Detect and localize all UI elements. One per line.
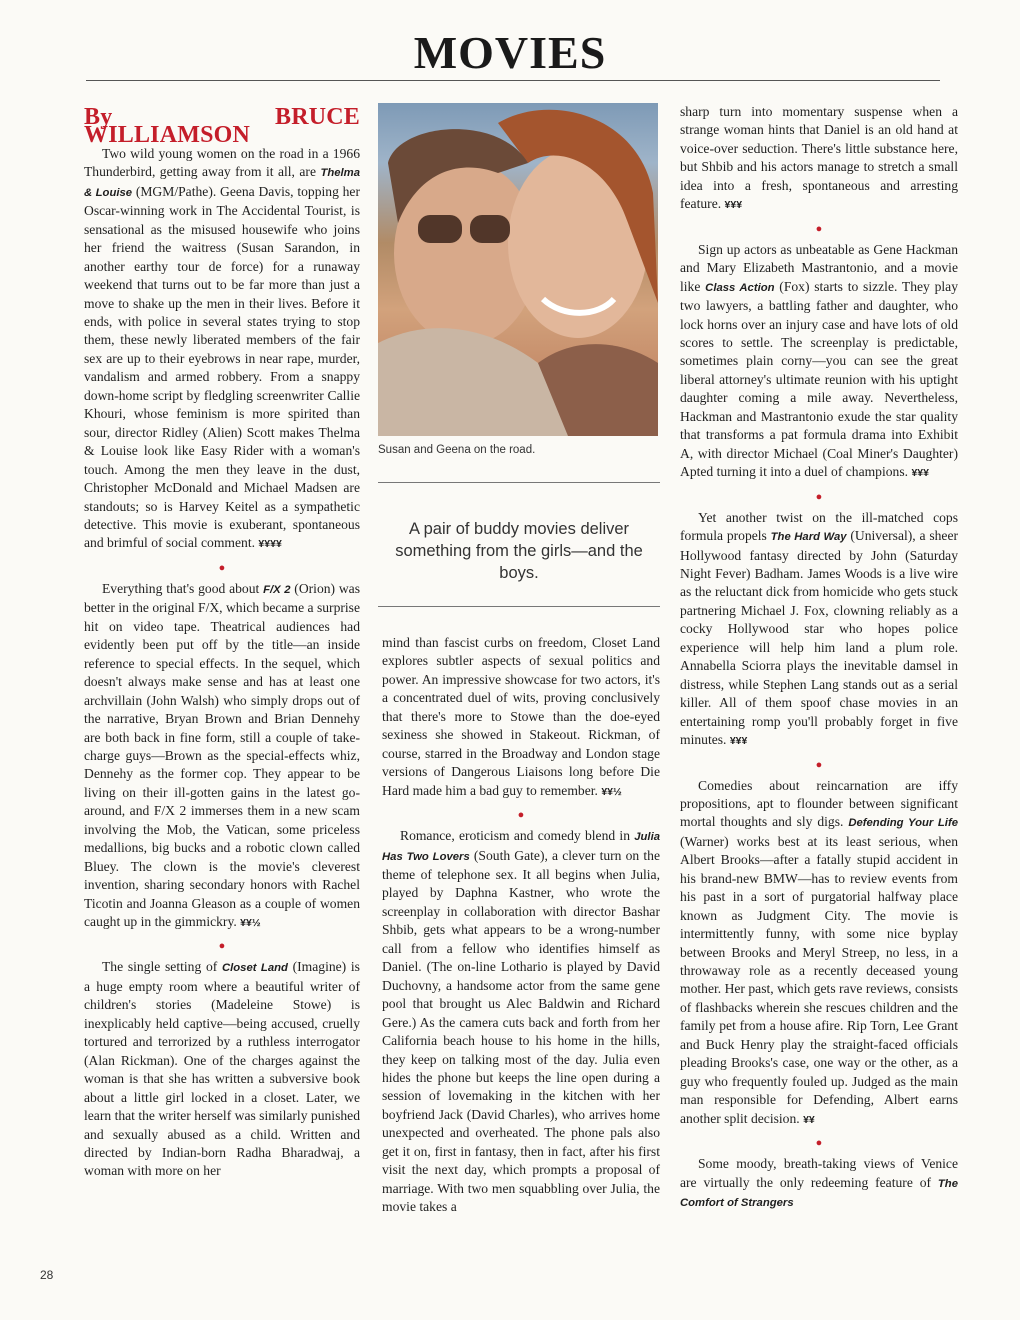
film-title: Closet Land — [221, 962, 288, 975]
review-closet-land: The single setting of Closet Land (Imagine) is a huge empty room where a beautiful writer of children's stories (Madeleine Stowe) is inexplicably held captive—being accused, cruelly tortured and terrorized by a ruthless interrogator (Alan Rickman). One of the charges against the woman is that she has written a subversive book about a little girl locked in a closet. Later, we learn that the writer herself was similarly punished and sexually abused as a child. Written and directed by Indian-born Radha Bharadwaj, a woman with more on her — [84, 959, 360, 1179]
photo-caption: Susan and Geena on the road. — [378, 444, 536, 456]
column-2 — [382, 634, 660, 1217]
film-title: Defending Your Life — [848, 817, 958, 830]
rating: ¥¥¥ — [911, 467, 929, 480]
review-defending-your-life: Comedies about reincarnation are iffy propositions, apt to flounder between significant mortal thoughts and sly digs. Defending Your Life (Warner) works best at its least serious, when Albert Brooks—after a fatally stupid accident in his brand-new BMW—has to review events from his past in a sort of purgatorial halfway place known as Judgment City. The movie is intermittently funny, with some nice byplay between Brooks and Meryl Streep, no less, in a throwaway role as a recently deceased young mother. Her past, which gets rave reviews, consists of flashbacks wherein she rescues children and the family pet from a house afire. Rip Torn, Lee Grant and Buck Henry play the straight-faced officials pleading Brooks's case, one way or the other, as a guy who frequently fouled up. Judged as the main man responsible for Defending, Albert earns another split decision. ¥¥ — [680, 777, 958, 1126]
photo-illustration — [378, 103, 658, 436]
section-title: MOVIES — [413, 27, 607, 78]
movie-still-photo — [378, 103, 658, 436]
rating: ¥¥¥ — [724, 199, 743, 212]
rating: ¥¥½ — [240, 917, 261, 930]
review-julia-has-two-lovers: Romance, eroticism and comedy blend in Julia Has Two Lovers (South Gate), a clever turn on the theme of telephone sex. It all begins when Julia, played by Daphna Kastner, who wrote the screenplay in collaboration with director Bashar Shbib, gets what appears to be a wrong-number call from a fellow who identifies himself as Daniel. (The on-line Lothario is played by David Duchovny, a handsome actor from the same gene pool that brought us Alec Baldwin and Richard Gere.) As the camera cuts back and forth from her California beach house to his home in the hills, they keep on talking most of the day. Julia even hides the phone but keeps the line open during a session of lovemaking in the kitchen with her boyfriend Jack (David Charles), who arrives home unexpected and overheated. The phone pals also get it on, first in fantasy, then in fact, after his first visit the next day, which prompts a proposal of marriage. With two men squabbling over Julia, the movie takes a — [382, 828, 660, 1215]
separator-dot: ● — [815, 222, 823, 235]
pull-quote-rule-bottom — [378, 606, 660, 607]
review-julia-cont: sharp turn into momentary suspense when a strange woman hints that Daniel is an old hand at voice-over seduction. There's little substance here, but Shbib and his actors manage to stretch a small idea into a fresh, spontaneous and arresting feature. ¥¥¥ — [680, 104, 958, 212]
film-title: The Hard Way — [770, 531, 847, 544]
review-closet-land-cont: mind than fascist curbs on freedom, Closet Land explores subtler aspects of sexual politics and power. An impressive showcase for two actors, it's a concentrated duel of wits, proving conclusively that there's more to Stowe than the doe-eyed sexiness she showed in Stakeout. Rickman, of course, starred in the Broadway and London stage versions of Dangerous Liaisons long before Die Hard made him a bad guy to remember. ¥¥½ — [382, 635, 660, 798]
byline: By BRUCE WILLIAMSON — [84, 104, 360, 149]
film-title: The Comfort of Strangers — [680, 1177, 958, 1210]
page-number: 28 — [40, 1268, 54, 1282]
separator-dot: ● — [218, 561, 226, 574]
separator-dot: ● — [815, 1137, 823, 1150]
rating: ¥¥¥ — [729, 735, 748, 748]
film-title: Thelma & Louise — [84, 167, 360, 199]
film-title: F/X 2 — [263, 583, 291, 596]
rating: ¥¥½ — [601, 785, 622, 798]
separator-dot: ● — [218, 940, 226, 953]
review-the-hard-way: Yet another twist on the ill-matched cops formula propels The Hard Way (Universal), a sheer Hollywood fantasy directed by John (Saturday Night Fever) Badham. James Woods is a live wire as the reluctant dick from homicide who gets stuck partnering Michael J. Fox, clowning reliably as a cocky Hollywood star who hopes police experience will help him land a plum role. Annabella Sciorra plays the inevitable damsel in distress, while Stephen Lang stands out as a serial killer. All of them spoof chase movies in an entertaining romp you'll probably forget in five minutes. ¥¥¥ — [680, 509, 959, 748]
column-3 — [680, 103, 958, 1212]
review-fx2: Everything that's good about F/X 2 (Orion) was better in the original F/X, which became a surprise hit on video tape. Theatrical audiences had evidently been put off by the title—an inside reference to special effects. In the sequel, which doesn't always make sense and has at least one archvillain (John Walsh) who simply drops out of the narrative, Bryan Brown and Brian Dennehy are both back in fine form, still a couple of take-charge guys—Brown as the special-effects whiz, Dennehy as the former cop. They appear to be living on their ill-gotten gains in the latest go-around, and F/X 2 immerses them in a new scam involving the Mob, the Vatican, some priceless medallions, big bucks and a robotic clown called Bluey. The clown is the movie's cleverest invention, sharing secondary honors with Rachel Ticotin and Joanna Gleason as a couple of women caught up in the gimmickry. ¥¥½ — [84, 580, 360, 930]
separator-dot: ● — [815, 758, 823, 771]
rating: ¥¥ — [803, 1113, 815, 1126]
review-class-action: Sign up actors as unbeatable as Gene Hackman and Mary Elizabeth Mastrantonio, and a movie like Class Action (Fox) starts to sizzle. They play two lawyers, a battling father and daughter, who lock horns over an injury case and have lots of old scores to settle. The screenplay is predictable, sometimes plain corny—you can see the great liberal attorney's ultimate reunion with his uptight daughter coming a mile away. Nevertheless, Hackman and Mastrantonio exude the star quality that transforms a pat formula drama into Exhibit A, with director Michael (Coal Miner's Daughter) Apted turning it into a duel of champions. ¥¥¥ — [680, 241, 958, 480]
pull-quote: A pair of buddy movies deliver something from the girls—and the boys. — [395, 520, 643, 582]
review-comfort-of-strangers: Some moody, breath-taking views of Venice are virtually the only redeeming feature of The Comfort of Strangers — [680, 1156, 958, 1210]
header-divider — [86, 80, 940, 81]
separator-dot: ● — [815, 490, 823, 503]
film-title: Class Action — [705, 281, 775, 294]
rating: ¥¥¥¥ — [258, 538, 282, 551]
column-1 — [84, 104, 360, 1181]
film-title: Julia Has Two Lovers — [382, 831, 660, 863]
separator-dot: ● — [517, 809, 525, 822]
review-thelma-louise: Two wild young women on the road in a 1966 Thunderbird, getting away from it all, are Thelma & Louise (MGM/Pathe). Geena Davis, topping her Oscar-winning work in The Accidental Tourist, is sensational as the misused housewife who joins her friend the waitress (Susan Sarandon, in another earthy tour de force) for a runaway weekend that turns out to be far more than just a move to shake up the men in their lives. Before it ends, with police in several states trying to stop them, these newly liberated members of the fair sex are up to their eyebrows in near rape, murder, vandalism and armed robbery. From a snappy down-home script by fledgling screenwriter Callie Khouri, whose feminism is more spirited than sour, director Ridley (Alien) Scott makes Thelma & Louise look like Easy Rider with a woman's touch. Among the men they leave in the dust, Christopher McDonald and Michael Madsen are standouts; so is Harvey Keitel as a sympathetic detective. This movie is exuberant, spontaneous and brimful of social comment. ¥¥¥¥ — [84, 145, 360, 551]
pull-quote-rule-top — [378, 482, 660, 483]
